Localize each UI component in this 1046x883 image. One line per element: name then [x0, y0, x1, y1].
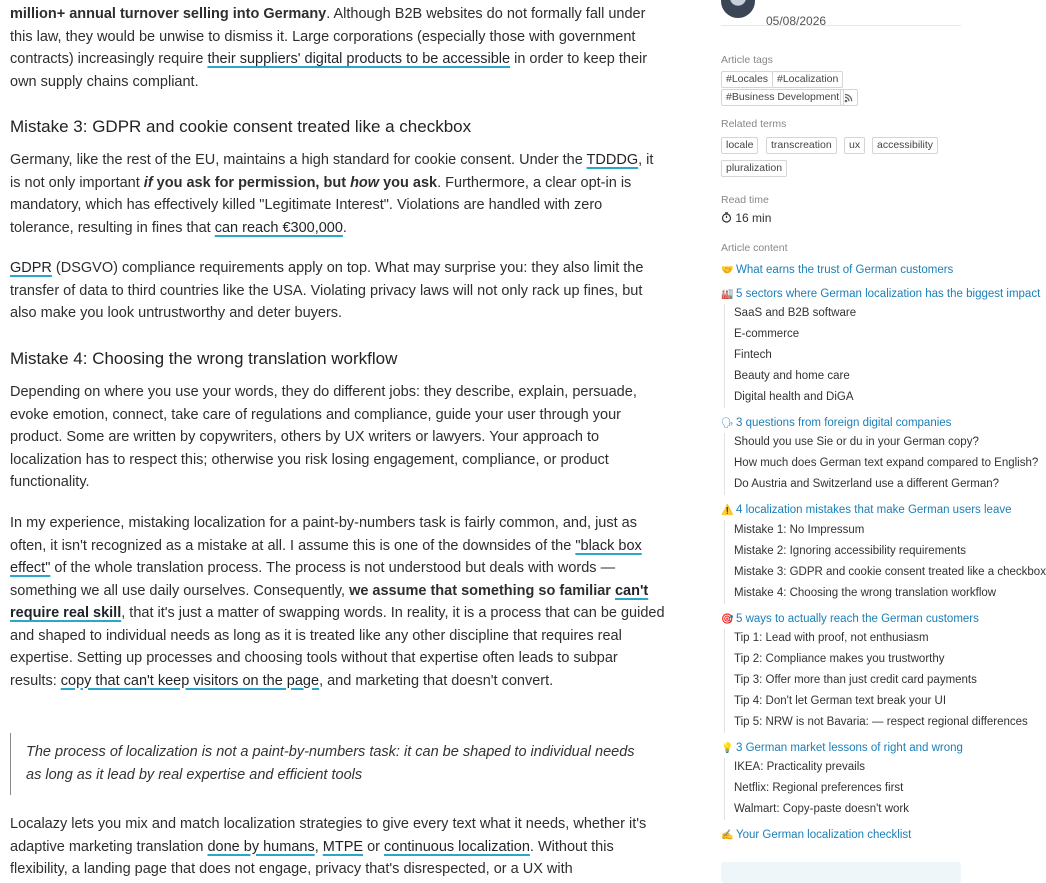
- stopwatch-icon: [721, 212, 732, 223]
- toc-item[interactable]: Tip 2: Compliance makes you trustworthy: [734, 653, 945, 665]
- toc-item[interactable]: How much does German text expand compared to English?: [734, 457, 1039, 469]
- toc-line: [724, 304, 725, 408]
- avatar[interactable]: [721, 0, 755, 18]
- toc-line: [724, 433, 725, 495]
- text: of the whole translation process. The process is not understood but deals with words — something we all use daily ourselves. Consequently,: [10, 560, 616, 599]
- toc-section[interactable]: [721, 504, 1012, 516]
- factory-icon: 🏭: [721, 289, 734, 300]
- toc-item[interactable]: Digital health and DiGA: [734, 391, 854, 403]
- toc-section-title: What earns the trust of German customers: [736, 264, 954, 276]
- text: .: [342, 219, 347, 236]
- toc-section-title: Your German localization checklist: [736, 829, 912, 841]
- paragraph-words: Depending on where you use your words, they do different jobs: they describe, explain, persuade, evoke emotion, connect, take care of regulations and compliance, guide your user through your product. Some are written by copywriters, others by UX writers or lawyers. Your approach to localization has to respect this; otherwise you risk losing engagement, compliance, or product functionality.: [10, 384, 637, 490]
- heading-mistake-4: Mistake 4: Choosing the wrong translation workflow: [10, 349, 398, 368]
- toc-item[interactable]: Mistake 1: No Impressum: [734, 524, 865, 536]
- heading-mistake-3: Mistake 3: GDPR and cookie consent treated like a checkbox: [10, 117, 472, 136]
- toc-section[interactable]: [721, 829, 961, 841]
- toc-item[interactable]: Beauty and home care: [734, 370, 850, 382]
- toc-section-title: 5 sectors where German localization has the biggest impact: [736, 288, 1041, 300]
- toc-item[interactable]: Should you use Sie or du in your German copy?: [734, 436, 979, 448]
- readtime-label: Read time: [721, 194, 769, 206]
- paragraph-localazy: [10, 813, 666, 881]
- italic-text: if: [143, 174, 153, 191]
- promo-card: [721, 862, 961, 883]
- term-chip[interactable]: pluralization: [721, 160, 787, 177]
- tag-chip[interactable]: #Business Development: [721, 89, 844, 106]
- readtime-value: 16 min: [735, 211, 772, 225]
- toc-item[interactable]: Tip 1: Lead with proof, not enthusiasm: [734, 632, 929, 644]
- toc-item[interactable]: Tip 3: Offer more than just credit card payments: [734, 674, 977, 686]
- toc-section[interactable]: [721, 417, 961, 429]
- toc-section-title: 4 localization mistakes that make German users leave: [736, 504, 1012, 516]
- toc-line: [724, 629, 725, 733]
- text: in order to keep their own supply chains compliant.: [10, 51, 648, 90]
- toc-item[interactable]: Mistake 3: GDPR and cookie consent treated like a checkbox: [734, 566, 1046, 578]
- link-suppliers-accessible[interactable]: their suppliers' digital products to be accessible: [207, 51, 511, 67]
- paragraph-cookie: [10, 149, 666, 239]
- speech-icon: 🗣: [721, 418, 734, 429]
- target-icon: 🎯: [721, 614, 734, 625]
- handshake-icon: 🤝: [721, 265, 734, 276]
- text: , it is not only important: [10, 152, 654, 191]
- author-block: [721, 0, 961, 30]
- term-chip[interactable]: ux: [844, 137, 865, 154]
- toc-item[interactable]: Netflix: Regional preferences first: [734, 782, 904, 794]
- link-gdpr[interactable]: GDPR: [10, 260, 52, 276]
- text: (DSGVO) compliance requirements apply on top. What may surprise you: they also limit the transfer of data to third countries like the USA. Violating privacy laws will not only rack up fines, but also make you look untrustworthy and deter buyers.: [10, 260, 644, 321]
- link-fines[interactable]: can reach €300,000: [214, 219, 343, 236]
- text: Germany, like the rest of the EU, maintains a high standard for cookie consent. Under the: [10, 152, 587, 168]
- toc-item[interactable]: Walmart: Copy-paste doesn't work: [734, 803, 909, 815]
- author-date: 05/08/2026: [766, 14, 827, 28]
- bold-text: you ask: [379, 174, 438, 191]
- toc-section-title: 5 ways to actually reach the German customers: [736, 613, 979, 625]
- term-chip[interactable]: transcreation: [766, 137, 837, 154]
- toc-section-title: 3 questions from foreign digital companies: [736, 417, 952, 429]
- link-black-box[interactable]: "black box effect": [10, 537, 642, 576]
- toc-item[interactable]: SaaS and B2B software: [734, 307, 857, 319]
- paragraph-experience: [10, 512, 666, 692]
- toc-line: [724, 758, 725, 820]
- toc-item[interactable]: Mistake 2: Ignoring accessibility requirements: [734, 545, 967, 557]
- text: or: [363, 838, 384, 855]
- term-chip[interactable]: locale: [721, 137, 758, 154]
- toc-item[interactable]: E-commerce: [734, 328, 800, 340]
- rss-icon[interactable]: [840, 89, 858, 106]
- tags-label: Article tags: [721, 54, 773, 66]
- paragraph-intro: [10, 3, 666, 93]
- toc-item[interactable]: IKEA: Practicality prevails: [734, 761, 866, 773]
- toc-item[interactable]: Do Austria and Switzerland use a different German?: [734, 478, 1000, 490]
- lightbulb-icon: 💡: [721, 743, 734, 754]
- toc-section-title: 3 German market lessons of right and wrong: [736, 742, 963, 754]
- writing-hand-icon: ✍️: [721, 830, 734, 841]
- link-mtpe[interactable]: MTPE: [322, 838, 364, 855]
- warning-icon: ⚠️: [721, 505, 734, 516]
- divider: [721, 25, 961, 26]
- text: , that it's just a matter of swapping words. In reality, it is a process that can be guided and shaped to individual needs as long as it is treated like any other discipline that requires real expertise. Setting up processes and choosing tools without that expertise often leads to subpar results:: [10, 605, 665, 689]
- link-continuous-localization[interactable]: continuous localization: [384, 838, 530, 855]
- italic-text: how: [350, 174, 380, 191]
- text: Localazy lets you mix and match localization strategies to give every text what it needs, whether it's adaptive marketing translation: [10, 816, 647, 855]
- text: . Furthermore, a clear opt-in is mandatory, which has effectively killed "Legitimate Interest". Violations are handled with zero tolerance, resulting in fines that: [10, 174, 632, 236]
- toc-line: [724, 520, 725, 604]
- link-real-skill[interactable]: can't require real skill: [10, 582, 649, 621]
- content-label: Article content: [721, 242, 788, 254]
- tag-chip[interactable]: #Locales: [721, 71, 773, 88]
- toc-section[interactable]: [721, 264, 961, 276]
- pull-quote: [10, 733, 650, 795]
- text: In my experience, mistaking localization for a paint-by-numbers task is fairly common, and, just as often, it isn't recognized as a mistake at all. I assume this is one of the downsides of the: [10, 515, 637, 554]
- toc-item[interactable]: Fintech: [734, 349, 772, 361]
- toc-item[interactable]: Tip 4: Don't let German text break your UI: [734, 695, 947, 707]
- toc-section[interactable]: [721, 742, 961, 754]
- link-tdddg[interactable]: TDDDG: [586, 152, 639, 168]
- toc-item[interactable]: Mistake 4: Choosing the wrong translation workflow: [734, 587, 997, 599]
- bold-text: million+ annual turnover selling into Germany: [10, 6, 327, 22]
- toc-item[interactable]: Tip 5: NRW is not Bavaria: — respect regional differences: [734, 716, 1028, 728]
- text: , and marketing that doesn't convert.: [319, 672, 554, 689]
- link-done-by-humans[interactable]: done by humans: [207, 838, 315, 855]
- paragraph-gdpr: [10, 257, 666, 325]
- toc-section[interactable]: [721, 288, 1041, 300]
- bold-text: we assume that something so familiar: [349, 582, 615, 599]
- terms-label: Related terms: [721, 118, 787, 130]
- tag-chip[interactable]: #Localization: [772, 71, 843, 88]
- bold-text: you ask for permission, but: [152, 174, 351, 191]
- readtime: [721, 211, 771, 225]
- term-chip[interactable]: accessibility: [872, 137, 938, 154]
- text: ,: [314, 838, 323, 855]
- text: . Without this flexibility, a landing page that does not engage, privacy that's disrespected, or a UX with: [10, 838, 614, 877]
- toc-section[interactable]: [721, 613, 979, 625]
- link-copy-visitors[interactable]: copy that can't keep visitors on the page: [60, 672, 320, 689]
- text: . Although B2B websites do not formally fall under this law, they would be unwise to dismiss it. Large corporations (especially those with government contracts) increasingly require: [10, 6, 646, 67]
- quote-text: The process of localization is not a paint-by-numbers task: it can be shaped to individual needs as long as it lead by real expertise and efficient tools: [26, 744, 635, 783]
